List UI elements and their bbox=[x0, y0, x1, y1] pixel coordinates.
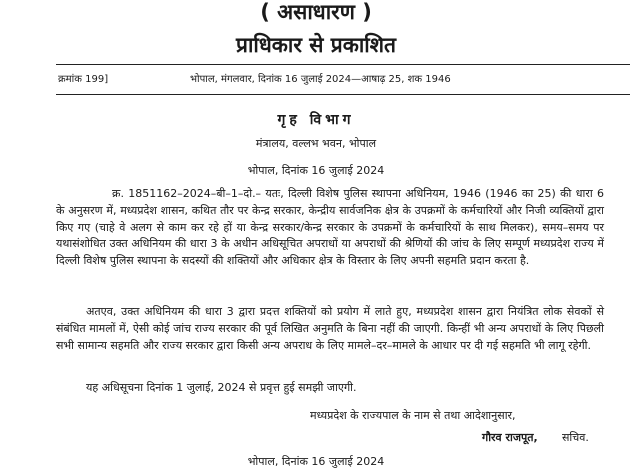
order-line: मध्यप्रदेश के राज्यपाल के नाम से तथा आदेशानुसार, bbox=[310, 409, 516, 422]
issue-details: भोपाल, मंगलवार, दिनांक 16 जुलाई 2024—आषाढ़ 25, शक 1946 bbox=[190, 74, 451, 85]
department-date: भोपाल, दिनांक 16 जुलाई 2024 bbox=[247, 164, 385, 177]
authority-heading: प्राधिकार से प्रकाशित bbox=[236, 33, 396, 57]
signatory-name: गौरव राजपूत, bbox=[482, 431, 538, 444]
department-address: मंत्रालय, वल्लभ भवन, भोपाल bbox=[255, 137, 377, 150]
issue-number: क्रमांक 199] bbox=[58, 74, 109, 85]
signatory-designation: सचिव. bbox=[562, 431, 589, 444]
gazette-type-heading: ( असाधारण ) bbox=[260, 0, 372, 24]
paragraph-3: यह अधिसूचना दिनांक 1 जुलाई, 2024 से प्रवृत्त हुई समझी जाएगी. bbox=[86, 381, 357, 394]
department-title: गृह विभाग bbox=[277, 112, 355, 128]
paragraph-2: अतएव, उक्त अधिनियम की धारा 3 द्वारा प्रदत्त शक्तियों को प्रयोग में लाते हुए, मध्यप्रदेश शासन द्वारा नियंत्रित लोक सेवकों से संबंधित मामलों में, ऐसी कोई जांच राज्य सरकार की पूर्व लिखित अनुमति के बिना नहीं की जाएगी. किन्हीं भी अन्य अपराधों के लिए पिछली सभी सामान्य सहमति और राज्य सरकार द्वारा किसी अन्य अपराध के लिए मामले–दर–मामले के आधार पर दी गई सहमति भी लागू रहेगी. bbox=[56, 305, 604, 352]
footer-date: भोपाल, दिनांक 16 जुलाई 2024 bbox=[247, 455, 385, 468]
top-rule bbox=[56, 64, 630, 65]
bottom-rule bbox=[56, 94, 630, 95]
paragraph-1: क्र. 1851162–2024–बी–1–दो.– यतः, दिल्ली विशेष पुलिस स्थापना अधिनियम, 1946 (1946 का 25) की धारा 6 के अनुसरण में, मध्यप्रदेश शासन, कथित तौर पर केन्द्र सरकार, केन्द्रीय सार्वजनिक क्षेत्र के उपक्रमों के कर्मचारियों और निजी व्यक्तियों द्वारा किए गए (चाहे वे अलग से काम कर रहे हों या केन्द्र सरकार/केन्द्र सरकार के उपक्रमों के कर्मचारियों के साथ मिलकर), समय–समय पर यथासंशोधित उक्त अधिनियम की धारा 3 के अधीन अधिसूचित अपराधों या अपराधों की श्रेणियों की जांच के लिए सम्पूर्ण मध्यप्रदेश राज्य में दिल्ली विशेष पुलिस स्थापना के सदस्यों की शक्तियों और अधिकार क्षेत्र के विस्तार के लिए अपनी सहमति प्रदान करता है. bbox=[56, 187, 604, 268]
